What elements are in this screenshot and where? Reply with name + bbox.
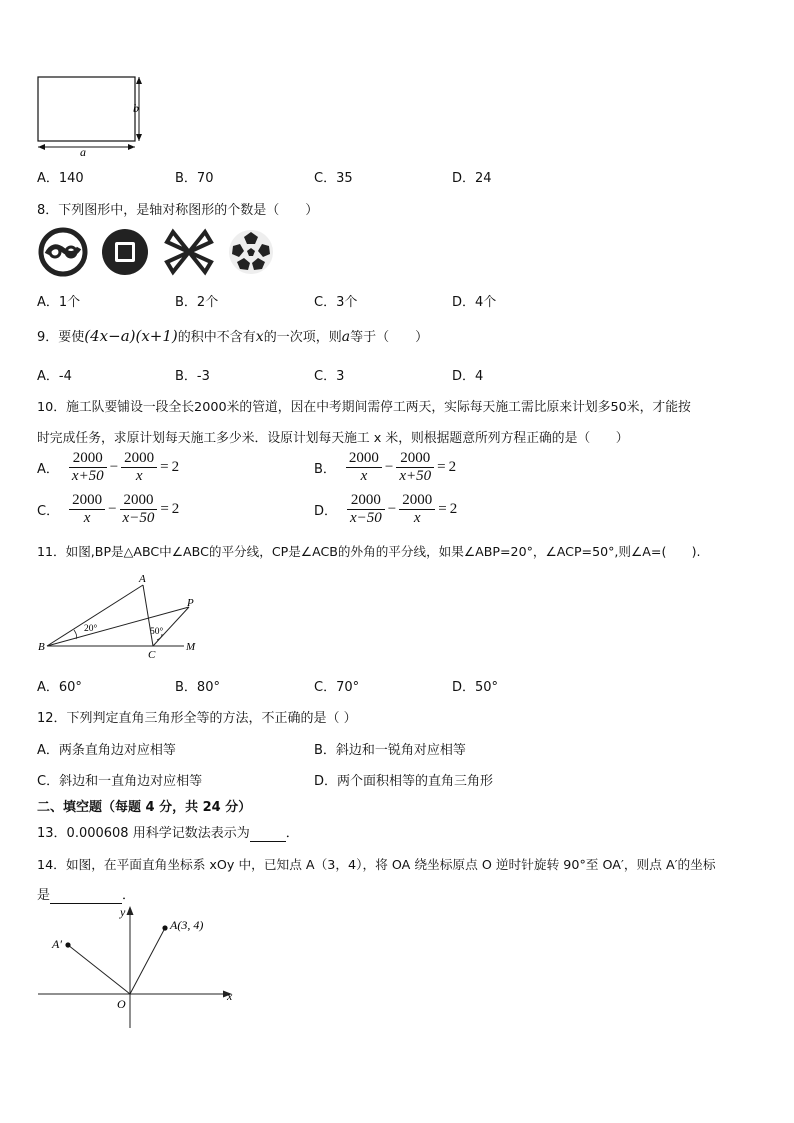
- label-O: O: [117, 997, 126, 1011]
- angle-20: 20°: [84, 624, 98, 634]
- label-A-prime: A′: [52, 937, 62, 951]
- q9-option-d: D．4: [452, 369, 484, 384]
- label-y: y: [120, 905, 126, 919]
- q8-stem: 8．下列图形中，是轴对称图形的个数是（ ）: [37, 203, 319, 218]
- q7-option-a: A．140: [37, 171, 84, 186]
- q9-expression: (4x−a)(x+1): [84, 327, 178, 345]
- q13-answer-blank[interactable]: [250, 826, 286, 842]
- label-C: C: [148, 649, 156, 661]
- label-A: A(3, 4): [170, 918, 204, 932]
- section-title: 二、填空题（每题 4 分，共 24 分）: [37, 800, 252, 815]
- q12-stem: 12．下列判定直角三角形全等的方法，不正确的是（ ）: [37, 711, 357, 726]
- q12-option-b: B．斜边和一锐角对应相等: [314, 743, 466, 758]
- q9-option-b: B．-3: [175, 369, 210, 384]
- knot-symbol-icon: [163, 226, 215, 278]
- label-x: x: [227, 989, 233, 1003]
- q8-option-c: C．3个: [314, 295, 358, 310]
- flower-symbol-icon: [225, 226, 277, 278]
- q8-figures: [37, 226, 277, 278]
- q7-option-d: D．24: [452, 171, 492, 186]
- q14-stem-line1: 14．如图，在平面直角坐标系 xOy 中，已知点 A（3，4），将 OA 绕坐标原点 O 逆时针旋转 90°至 OA′，则点 A′的坐标: [37, 857, 716, 872]
- q11-stem: 11．如图,BP是△ABC中∠ABC的平分线，CP是∠ACB的外角的平分线，如果∠ABP=20°，∠ACP=50°,则∠A=( ).: [37, 544, 701, 559]
- swirl-symbol-icon: [37, 226, 89, 278]
- q10-option-d: D． $\frac{2000}{x-50}$ − $\frac{2000}{x}$ = 2: [314, 492, 458, 526]
- q8-option-a: A．1个: [37, 295, 81, 310]
- q13-stem: 13．0.000608 用科学记数法表示为 ．: [37, 826, 299, 841]
- triangle-figure: [36, 570, 216, 662]
- q10-option-b: B． $\frac{2000}{x}$ − $\frac{2000}{x+50}$ = 2: [314, 450, 457, 484]
- q11-option-c: C．70°: [314, 680, 360, 695]
- q9-stem: 9．要使(4x−a)(x+1)的积中不含有x的一次项，则a等于（ ）: [37, 327, 429, 345]
- q10-stem-line1: 10．施工队要铺设一段全长2000米的管道，因在中考期间需停工两天，实际每天施工需比原来计划多50米，才能按: [37, 400, 691, 415]
- q9-option-c: C．3: [314, 369, 345, 384]
- angle-50: 50°: [150, 627, 164, 637]
- label-a: a: [80, 145, 86, 159]
- rectangle-figure: [33, 72, 153, 160]
- label-A: A: [139, 573, 146, 585]
- q11-option-b: B．80°: [175, 680, 220, 695]
- q14-stem-line2: 是 ．: [37, 888, 136, 903]
- coordinate-figure: [34, 902, 240, 1032]
- q12-option-a: A．两条直角边对应相等: [37, 743, 176, 758]
- q7-option-c: C．35: [314, 171, 353, 186]
- q10-stem-line2: 时完成任务，求原计划每天施工多少米．设原计划每天施工 x 米，则根据题意所列方程正确的是（ ）: [37, 431, 629, 446]
- q12-option-d: D．两个面积相等的直角三角形: [314, 774, 494, 789]
- coin-symbol-icon: [99, 226, 151, 278]
- label-P: P: [187, 597, 194, 609]
- q8-option-b: B．2个: [175, 295, 219, 310]
- q9-option-a: A．-4: [37, 369, 72, 384]
- label-B: B: [38, 641, 45, 653]
- label-M: M: [186, 641, 196, 653]
- q10-option-a: A． $\frac{2000}{x+50}$ − $\frac{2000}{x}$ = 2: [37, 450, 180, 484]
- q8-option-d: D．4个: [452, 295, 497, 310]
- q11-option-d: D．50°: [452, 680, 499, 695]
- label-b: b: [133, 101, 139, 115]
- q7-option-b: B．70: [175, 171, 214, 186]
- q12-option-c: C．斜边和一直角边对应相等: [37, 774, 203, 789]
- q10-option-c: C． $\frac{2000}{x}$ − $\frac{2000}{x-50}$ = 2: [37, 492, 180, 526]
- q11-option-a: A．60°: [37, 680, 82, 695]
